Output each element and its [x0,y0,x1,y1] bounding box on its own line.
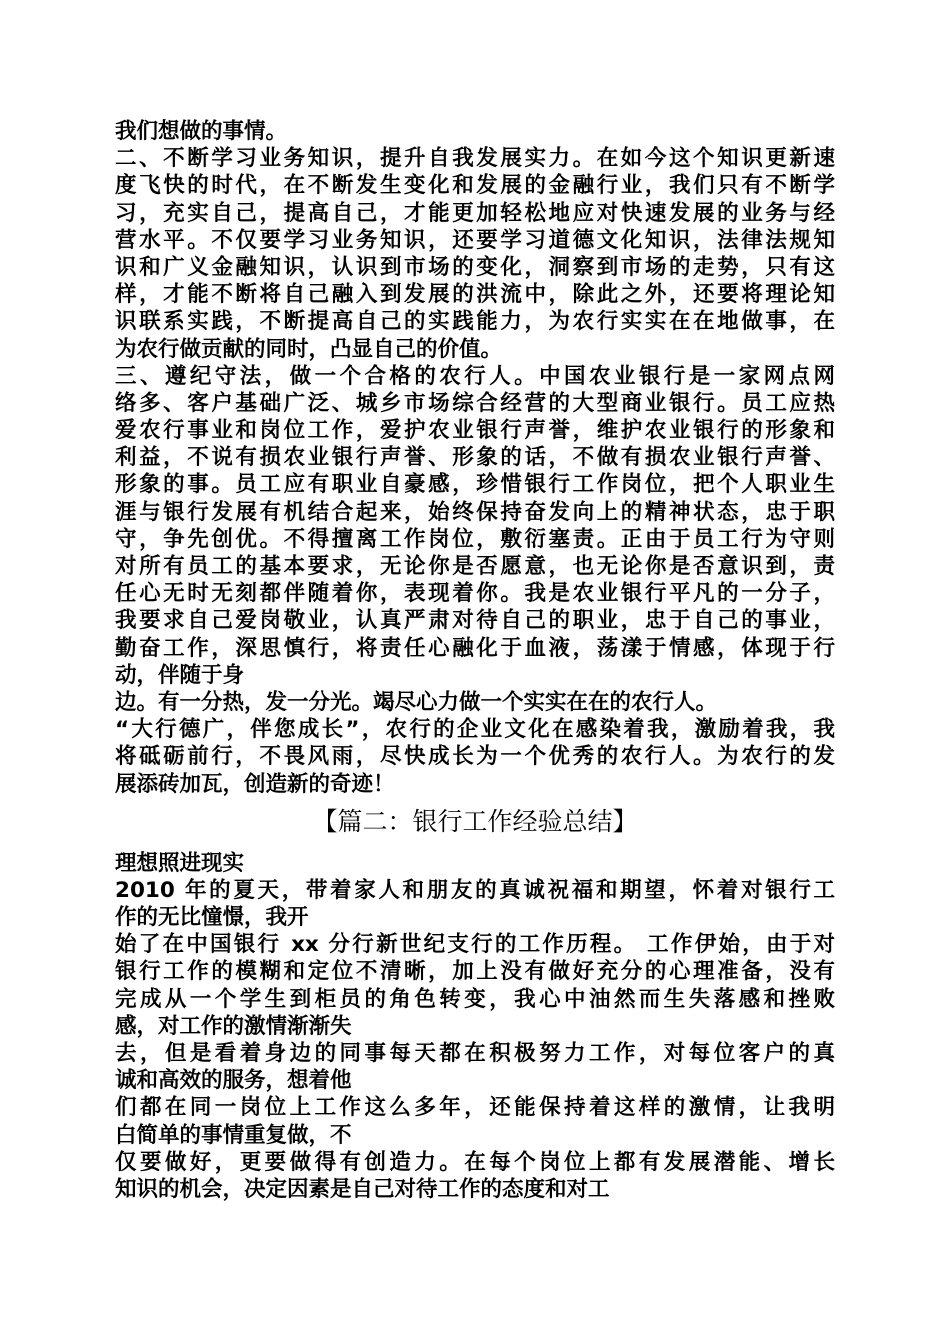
text-line: 边。有一分热，发一分光。竭尽心力做一个实实在在的农行人。 [115,689,718,715]
text-line: 勤奋工作，深思慎行，将责任心融化于血液，荡漾于情感，体现于行 [115,635,835,661]
text-line: 营水平。不仅要学习业务知识，还要学习道德文化知识，法律法规知 [115,227,835,253]
section-heading: 【篇二：银行工作经验总结】 [312,806,638,836]
text-line: 作的无比憧憬，我开 [115,905,309,931]
text-line: 三、遵纪守法，做一个合格的农行人。中国农业银行是一家网点网 [115,363,835,389]
text-line: 对所有员工的基本要求，无论你是否愿意，也无论你是否意识到，责 [115,554,835,579]
text-line: 我们想做的事情。 [115,119,288,144]
text-line: 知识的机会，决定因素是自己对待工作的态度和对工 [115,1176,610,1202]
document-page [115,118,835,1203]
text-line: 样，才能不断将自己融入到发展的洪流中，除此之外，还要将理论知 [115,282,835,308]
section-two-text [115,850,835,1203]
text-line: 利益，不说有损农业银行声誉、形象的话，不做有损农业银行声誉、 [115,445,835,471]
text-line: 爱农行事业和岗位工作，爱护农业银行声誉，维护农业银行的形象和 [115,418,835,444]
text-line: 任心无时无刻都伴随着你，表现着你。我是农业银行平凡的一分子， [115,581,835,607]
text-line: 二、不断学习业务知识，提升自我发展实力。在如今这个知识更新速 [115,146,835,172]
text-line: 仅要做好，更要做得有创造力。在每个岗位上都有发展潜能、增长 [115,1149,835,1175]
text-line: 始了在中国银行 xx 分行新世纪支行的工作历程。 工作伊始，由于对 [115,932,835,958]
text-line: 识和广义金融知识，认识到市场的变化，洞察到市场的走势，只有这 [115,254,835,280]
text-line: 动，伴随于身 [115,662,245,688]
text-line: 2010 年的夏天，带着家人和朋友的真诚祝福和期望，怀着对银行工 [115,877,835,903]
text-line: 涯与银行发展有机结合起来，始终保持奋发向上的精神状态，忠于职 [115,499,835,525]
text-line: 展添砖加瓦，创造新的奇迹！ [115,771,395,797]
text-line: 白简单的事情重复做，不 [115,1122,352,1148]
text-line: 诚和高效的服务，想着他 [115,1068,352,1094]
section-one-text [115,118,835,798]
text-line: 完成从一个学生到柜员的角色转变，我心中油然而生失落感和挫败 [115,986,835,1012]
text-line: 度飞快的时代，在不断发生变化和发展的金融行业，我们只有不断学 [115,173,835,199]
text-line: 我要求自己爱岗敬业，认真严肃对待自己的职业，忠于自己的事业， [115,608,835,634]
text-line: 守，争先创优。不得擅离工作岗位，敷衍塞责。正由于员工行为守则 [115,526,835,552]
text-line: 们都在同一岗位上工作这么多年，还能保持着这样的激情，让我明 [115,1095,835,1121]
text-line: 为农行做贡献的同时，凸显自己的价值。 [115,336,503,362]
text-line: 形象的事。员工应有职业自豪感，珍惜银行工作岗位，把个人职业生 [115,472,835,498]
text-line: 感，对工作的激情渐渐失 [115,1013,352,1039]
text-line: 去，但是看着身边的同事每天都在积极努力工作，对每位客户的真 [115,1041,835,1066]
text-line: 将砥砺前行，不畏风雨，尽快成长为一个优秀的农行人。为农行的发 [115,744,835,770]
text-line: 习，充实自己，提高自己，才能更加轻松地应对快速发展的业务与经 [115,200,835,226]
text-line: 银行工作的模糊和定位不清晰，加上没有做好充分的心理准备，没有 [115,959,835,985]
text-line: 络多、客户基础广泛、城乡市场综合经营的大型商业银行。员工应热 [115,390,835,416]
text-line: 识联系实践，不断提高自己的实践能力，为农行实实在在地做事，在 [115,309,835,335]
subtitle-line: 理想照进现实 [115,850,245,876]
text-line: “大行德广，伴您成长”，农行的企业文化在感染着我，激励着我，我 [115,717,835,743]
